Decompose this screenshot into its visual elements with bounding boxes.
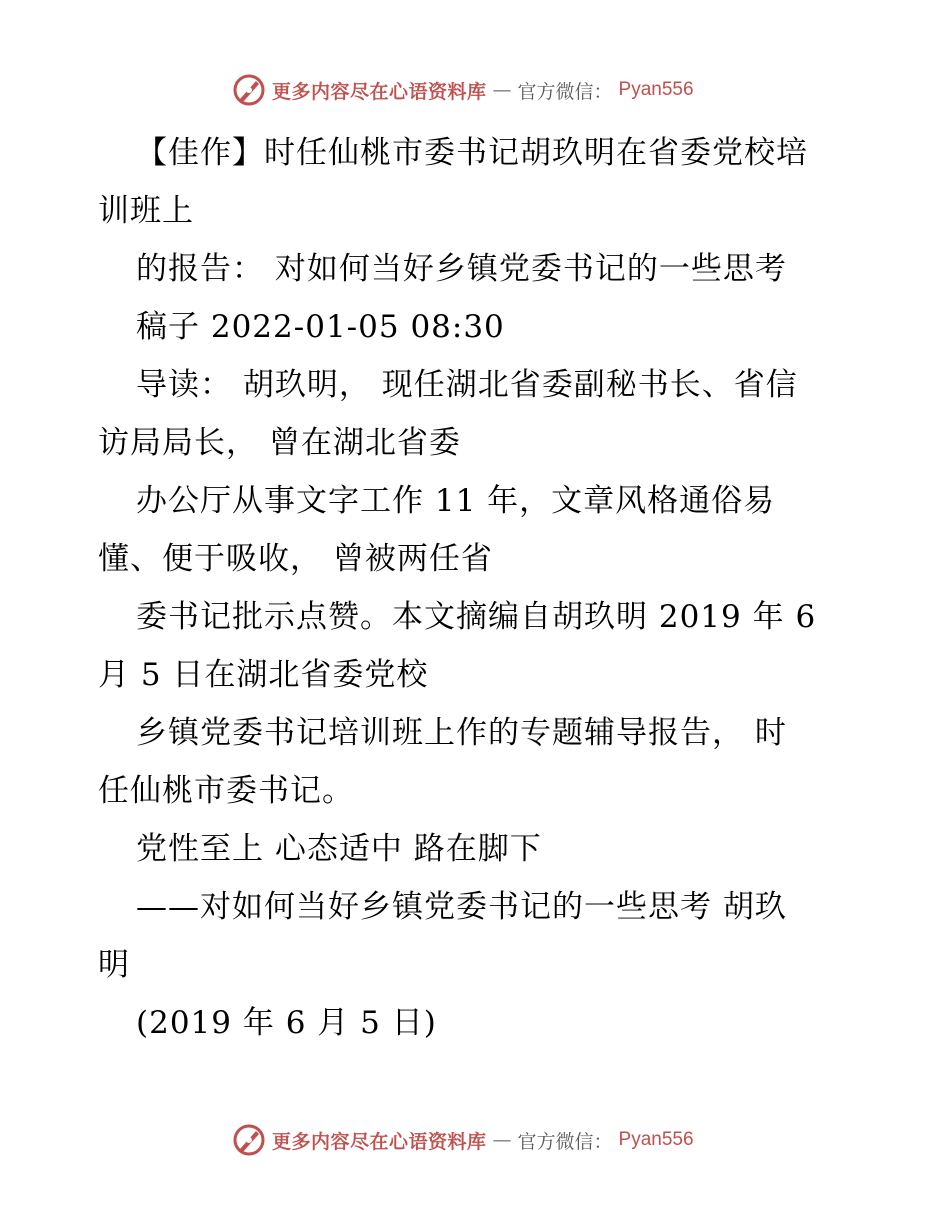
text-line: 训班上: [98, 193, 194, 229]
text-line: 稿子 2022-01-05 08:30: [136, 309, 505, 345]
watermark-main-text: 更多内容尽在心语资料库: [272, 1130, 487, 1153]
text-line: 【佳作】时任仙桃市委书记胡玖明在省委党校培: [136, 135, 808, 171]
text-line: 办公厅从事文字工作 11 年，文章风格通俗易: [136, 483, 776, 519]
watermark-sub-text: 官方微信：: [517, 80, 613, 103]
watermark-sub-text: 官方微信：: [517, 1130, 613, 1153]
logo-icon: [232, 1123, 266, 1157]
logo-icon: [232, 73, 266, 107]
date-line: (2019 年 6 月 5 日): [136, 1005, 437, 1041]
header-watermark: [232, 72, 694, 108]
watermark-dash: —: [492, 79, 512, 101]
footer-watermark: [232, 1122, 694, 1158]
watermark-main-text: 更多内容尽在心语资料库: [272, 80, 487, 103]
watermark-wechat-id: Pyan556: [618, 1129, 694, 1150]
watermark-wechat-id: Pyan556: [618, 79, 694, 100]
section-title: 党性至上 心态适中 路在脚下: [136, 831, 542, 867]
text-line: 懂、便于吸收， 曾被两任省: [98, 541, 493, 577]
text-line: 导读： 胡玖明， 现任湖北省委副秘书长、省信: [136, 367, 798, 403]
text-line: 明: [98, 947, 130, 983]
text-line: 任仙桃市委书记。: [98, 773, 354, 809]
text-line: 的报告： 对如何当好乡镇党委书记的一些思考: [136, 251, 787, 287]
watermark-dash: —: [492, 1129, 512, 1151]
text-line: 乡镇党委书记培训班上作的专题辅导报告， 时: [136, 715, 787, 751]
text-line: 委书记批示点赞。本文摘编自胡玖明 2019 年 6: [136, 599, 817, 635]
document-body: [98, 124, 858, 1052]
section-subtitle: ——对如何当好乡镇党委书记的一些思考 胡玖: [136, 889, 787, 925]
text-line: 访局局长， 曾在湖北省委: [98, 425, 461, 461]
text-line: 月 5 日在湖北省委党校: [98, 657, 429, 693]
